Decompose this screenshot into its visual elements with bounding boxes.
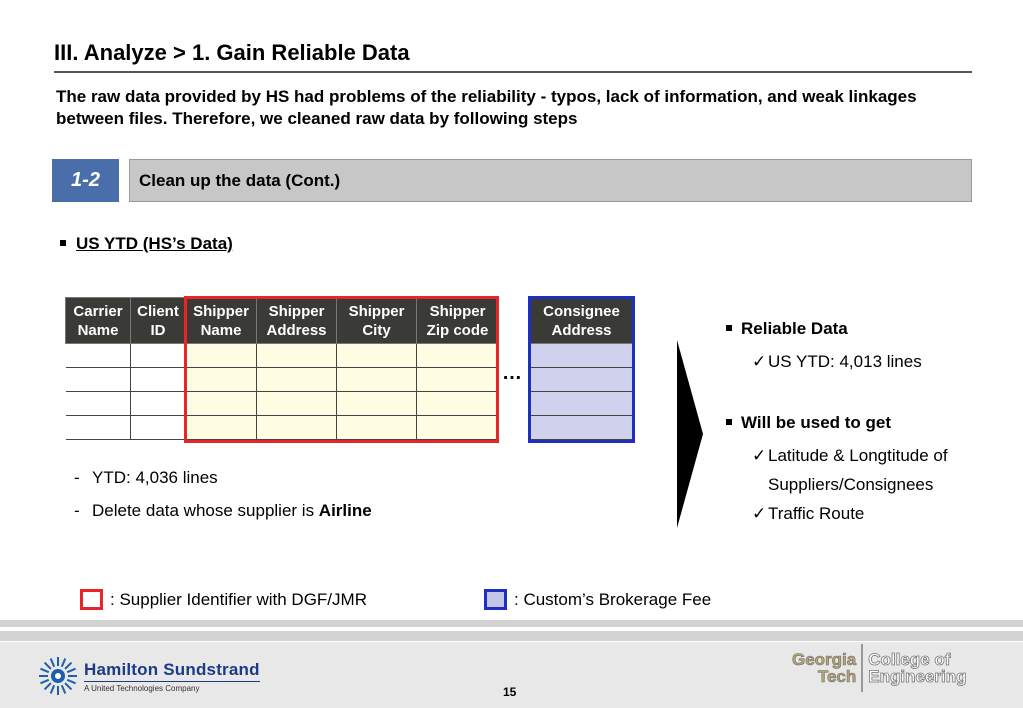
legend-brokerage: : Custom’s Brokerage Fee: [484, 589, 711, 610]
step-badge: 1-2: [52, 159, 119, 202]
logo-divider: [861, 644, 863, 692]
gt-line1: Georgia: [792, 650, 857, 669]
col-consignee-address: Consignee Address: [531, 298, 633, 344]
check-icon: ✓: [752, 352, 767, 371]
gt-line2: Tech: [817, 667, 857, 686]
legend-supplier: : Supplier Identifier with DGF/JMR: [80, 589, 367, 610]
list-item: - YTD: 4,036 lines: [74, 468, 218, 487]
col-shipper-name: Shipper Name: [186, 298, 257, 344]
col-shipper-address: Shipper Address: [257, 298, 337, 344]
sunburst-icon: [38, 656, 78, 696]
blue-swatch: [484, 589, 507, 610]
square-bullet-icon: [726, 419, 732, 425]
results-list: [726, 319, 948, 528]
list-item: ✓ Traffic Route: [726, 499, 948, 528]
list-item: ✓ Latitude & Longtitude of: [726, 441, 948, 470]
col-carrier-name: Carrier Name: [66, 298, 131, 344]
check-icon: ✓: [752, 504, 767, 523]
square-bullet-icon: [60, 240, 66, 246]
company-subtitle: A United Technologies Company: [84, 683, 200, 693]
check-icon: ✓: [752, 446, 767, 465]
airline-emphasis: Airline: [318, 501, 372, 520]
col-shipper-city: Shipper City: [337, 298, 417, 344]
section-heading-text: US YTD (HS’s Data): [76, 234, 233, 253]
list-item: ✓ US YTD: 4,013 lines: [726, 347, 948, 376]
company-name: Hamilton Sundstrand: [84, 660, 260, 682]
supplier-identifier-outline: [184, 296, 499, 443]
list-item: - Delete data whose supplier is Airline: [74, 501, 372, 520]
notes-list: [74, 468, 372, 534]
page-number: 15: [503, 685, 517, 699]
college-line2: Engineering: [868, 667, 967, 686]
square-bullet-icon: [726, 325, 732, 331]
list-item-continuation: Suppliers/Consignees: [768, 475, 934, 494]
step-label: [129, 159, 972, 202]
footer-stripes: [0, 620, 1023, 642]
red-swatch: [80, 589, 103, 610]
results-heading-used: Will be used to get: [726, 413, 948, 441]
table-ellipsis: …: [502, 362, 523, 384]
chevron-right-icon: [677, 340, 703, 528]
title-divider: [54, 71, 972, 73]
hamilton-sundstrand-logo: [38, 656, 260, 696]
brokerage-fee-outline: [528, 296, 635, 443]
intro-text: The raw data provided by HS had problems of the reliability - typos, lack of information, and weak linkages between files. Therefore, we cleaned raw data by following steps: [56, 87, 917, 128]
col-shipper-zip: Shipper Zip code: [417, 298, 499, 344]
slide-title: III. Analyze > 1. Gain Reliable Data: [54, 40, 410, 65]
step-label-text: Clean up the data (Cont.): [139, 170, 341, 190]
results-heading-reliable: Reliable Data: [726, 319, 948, 347]
georgia-tech-logo: [792, 644, 966, 692]
college-line1: College of: [868, 650, 951, 669]
section-heading: [60, 234, 233, 254]
col-client-id: Client ID: [131, 298, 186, 344]
